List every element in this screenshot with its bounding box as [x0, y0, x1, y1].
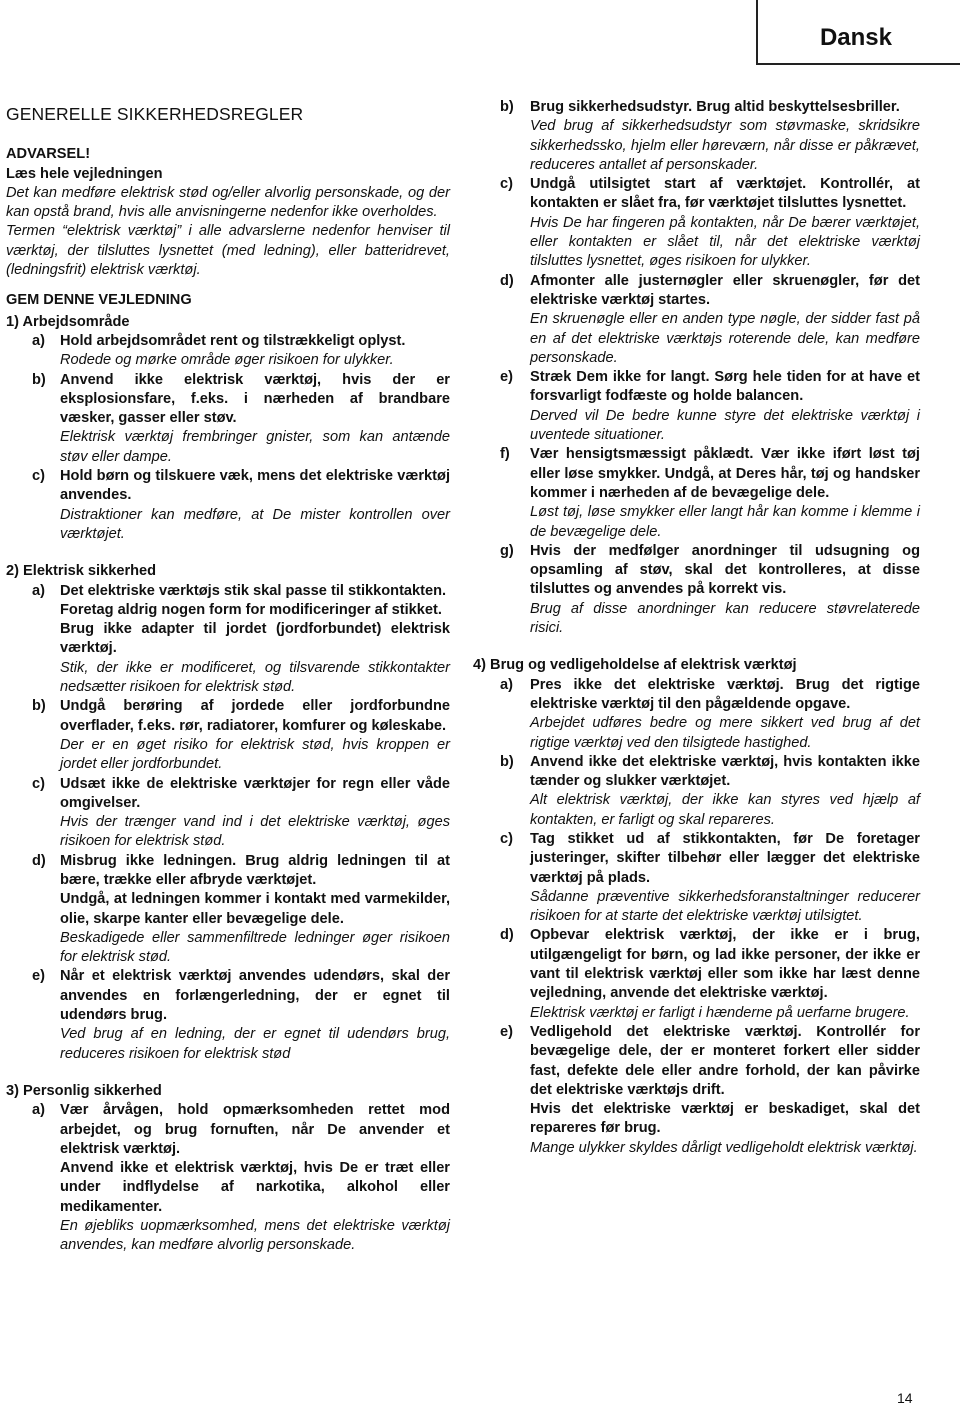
- section-1-heading: 1) Arbejdsområde: [6, 313, 130, 330]
- list-item: b) Undgå berøring af jordede eller jordforbundne overflader, f.eks. rør, radiatorer, komfurer og køleskabe. Der er en øget risiko for elektrisk stød, hvis kroppen er jordet eller jordforbundet.: [32, 698, 450, 773]
- list-item: c) Tag stikket ud af stikkontakten, før De foretager justeringer, skifter tilbehør eller lægger det elektriske værktøj på plads. Sådanne præventive sikkerhedsforanstaltninger reducerer risikoen for at starte det elektriske værktøj utilsigtet.: [500, 830, 920, 925]
- page-title: GENERELLE SIKKERHEDSREGLER: [6, 104, 304, 124]
- language-tab: [756, 0, 960, 65]
- list-item: c) Udsæt ikke de elektriske værktøjer for regn eller våde omgivelser. Hvis der trænger vand ind i det elektriske værktøj, øges risikoen for elektrisk stød.: [32, 775, 450, 850]
- list-item: a) Pres ikke det elektriske værktøj. Brug det rigtige elektriske værktøj til den pågældende opgave. Arbejdet udføres bedre og mere sikkert ved brug af det rigtige værktøj ved den tilsigtede hastighed.: [500, 676, 920, 751]
- section-4-heading: 4) Brug og vedligeholdelse af elektrisk værktøj: [473, 657, 797, 674]
- right-column: [473, 98, 920, 1158]
- list-item: c) Hold børn og tilskuere væk, mens det elektriske værktøj anvendes. Distraktioner kan medføre, at De mister kontrollen over værktøjet.: [32, 468, 450, 542]
- list-item: c) Undgå utilsigtet start af værktøjet. Kontrollér, at kontakten er slået fra, før værktøjet tilsluttes lysnettet. Hvis De har fingeren på kontakten, når De bærer værktøjet, eller kontakten er slået til, når det elektriske værktøj tilsluttes lysnettet, øges risikoen for ulykker.: [500, 176, 920, 270]
- page-number: 14: [897, 1390, 913, 1405]
- intro-text-1: Det kan medføre elektrisk stød og/eller alvorlig personskade, og der kan opstå brand, hvis alle anvisningerne nedenfor ikke overholdes.: [6, 184, 450, 221]
- list-item: e) Når et elektrisk værktøj anvendes udendørs, skal der anvendes en forlængerledning, der er egnet til udendørs brug. Ved brug af en ledning, der er egnet til udendørs brug, reduceres risikoen for elektrisk stød: [32, 968, 450, 1062]
- intro-text-2: Termen “elektrisk værktøj” i alle advarslerne nedenfor henviser til værktøj, der tilsluttes lysnettet (med ledning), eller batteridrevet, (ledningsfrit) elektrisk værktøj.: [6, 223, 450, 279]
- list-item: a) Vær årvågen, hold opmærksomheden rettet mod arbejdet, og brug fornuften, når De anvender et elektrisk værktøj. Anvend ikke et elektrisk værktøj, hvis De er træt eller under indflydelse af narkotika, alkohol eller medikamenter. En øjebliks uopmærksomhed, mens det elektriske værktøj anvendes, kan medføre alvorlig personskade.: [32, 1102, 450, 1254]
- list-item: f) Vær hensigtsmæssigt påklædt. Vær ikke iført løst tøj eller løse smykker. Undgå, at Deres hår, tøj og handsker kommer i nærheden af de bevægelige dele. Løst tøj, løse smykker eller langt hår kan komme i klemme i de bevægelige dele.: [500, 446, 920, 540]
- read-all-label: Læs hele vejledningen: [6, 165, 163, 182]
- list-item: e) Vedligehold det elektriske værktøj. Kontrollér for bevægelige dele, der er monteret forkert eller sidder fast, defekte dele eller andre forhold, der kan påvirke det elektriske værktøjs drift. Hvis det elektriske værktøj er beskadiget, skal det repareres før brug. Mange ulykker skyldes dårligt vedligeholdt elektrisk værktøj.: [500, 1023, 920, 1156]
- list-item: g) Hvis der medfølger anordninger til udsugning og opsamling af støv, skal det kontrolleres, at disse tilsluttes og anvendes på korrekt vis. Brug af disse anordninger kan reducere støvrelaterede risici.: [500, 542, 920, 637]
- keep-instructions-heading: GEM DENNE VEJLEDNING: [6, 292, 192, 309]
- warning-label: ADVARSEL!: [6, 146, 91, 163]
- list-item: e) Stræk Dem ikke for langt. Sørg hele tiden for at have et forsvarligt fodfæste og holde balancen. Derved vil De bedre kunne styre det elektriske værktøj i uventede situationer.: [500, 369, 920, 444]
- list-item: b) Anvend ikke elektrisk værktøj, hvis der er eksplosionsfare, f.eks. i nærheden af brandbare væsker, gasser eller støv. Elektrisk værktøj frembringer gnister, som kan antænde støv eller dampe.: [32, 371, 450, 465]
- section-2-heading: 2) Elektrisk sikkerhed: [6, 563, 157, 580]
- language-label: Dansk: [819, 24, 892, 51]
- list-item: a) Det elektriske værktøjs stik skal passe til stikkontakten. Foretag aldrig nogen form for modificeringer af stikket. Brug ikke adapter til jordet (jordforbundet) elektrisk værktøj. Stik, der ikke er modificeret, og tilsvarende stikkontakter nedsætter risikoen for elektrisk stød.: [32, 582, 450, 696]
- list-item: d) Misbrug ikke ledningen. Brug aldrig ledningen til at bære, trække eller afbryde værktøjet. Undgå, at ledningen kommer i kontakt med varmekilder, olie, skarpe kanter eller bevægelige dele. Beskadigede eller sammenfiltrede ledninger øger risikoen for elektrisk stød.: [32, 852, 450, 966]
- section-3-heading: 3) Personlig sikkerhed: [6, 1082, 162, 1099]
- list-item: b) Brug sikkerhedsudstyr. Brug altid beskyttelsesbriller. Ved brug af sikkerhedsudstyr som støvmaske, skridsikre sikkerhedssko, hjelm eller høreværn, når disse er påkrævet, reduceres antallet af personskader.: [500, 99, 920, 173]
- list-item: d) Afmonter alle justernøgler eller skruenøgler, før det elektriske værktøj startes. En skruenøgle eller en anden type nøgle, der sidder fast på en af det elektriske værktøjs roterende dele, kan medføre personskade.: [500, 272, 920, 366]
- left-column: [6, 98, 450, 1256]
- list-item: a) Hold arbejdsområdet rent og tilstrækkeligt oplyst. Rodede og mørke område øger risikoen for ulykker.: [32, 332, 406, 369]
- list-item: d) Opbevar elektrisk værktøj, der ikke er i brug, utilgængeligt for børn, og lad ikke personer, der ikke er vant til elektrisk værktøj eller som ikke har læst denne vejledning, anvende det elektriske værktøj. Elektrisk værktøj er farligt i hænderne på uerfarne brugere.: [500, 927, 920, 1021]
- list-item: b) Anvend ikke det elektriske værktøj, hvis kontakten ikke tænder og slukker værktøjet. Alt elektrisk værktøj, der ikke kan styres ved hjælp af kontakten, er farligt og skal repareres.: [500, 753, 920, 828]
